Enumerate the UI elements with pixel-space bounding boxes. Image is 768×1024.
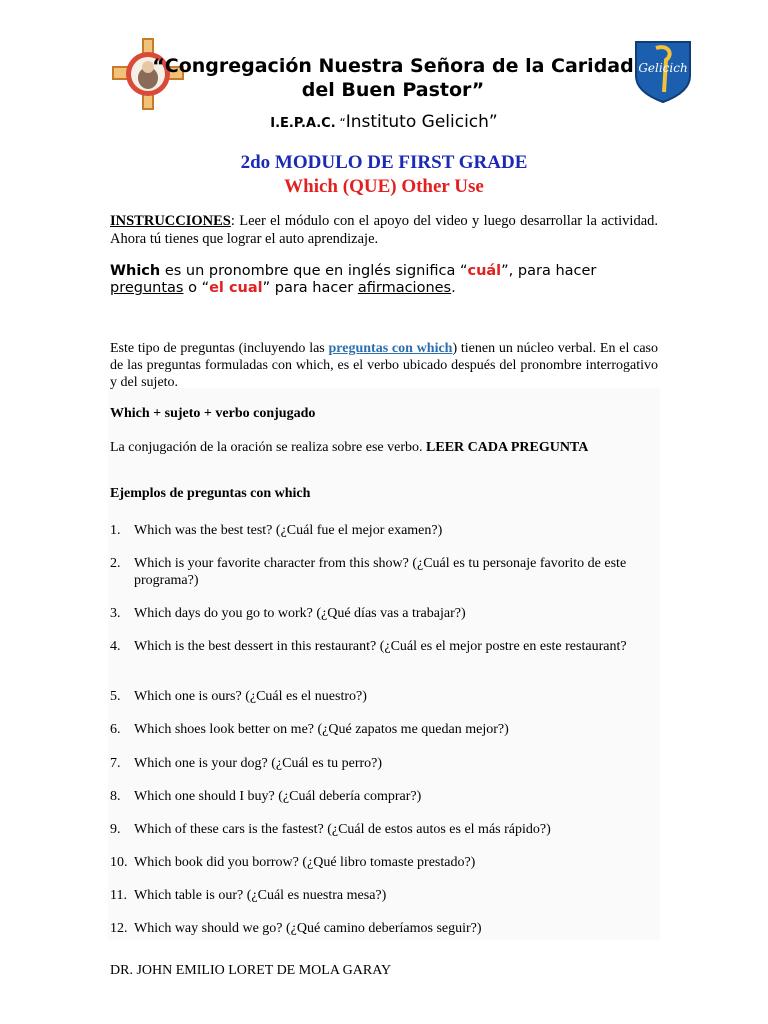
item-number: 9. [110, 822, 121, 837]
instructions-paragraph [110, 212, 658, 248]
item-number: 6. [110, 722, 121, 737]
item-number: 10. [110, 855, 128, 870]
item-text: Which one is your dog? (¿Cuál es tu perro?) [134, 756, 383, 771]
congregation-title [128, 54, 658, 102]
preguntas-con-which-link[interactable]: preguntas con which [328, 341, 453, 356]
def-text-2: ”, para hacer [501, 263, 597, 279]
conj-bold: LEER CADA PREGUNTA [426, 440, 589, 455]
title-line-2: del Buen Pastor” [301, 79, 485, 101]
module-subtitle: Which (QUE) Other Use [284, 176, 484, 197]
cual-word: cuál [467, 263, 502, 279]
def-text-3: o “ [183, 280, 210, 296]
item-number: 1. [110, 523, 121, 538]
item-text: Which was the best test? (¿Cuál fue el mejor examen?) [134, 523, 443, 538]
item-text: Which of these cars is the fastest? (¿Cuál de estos autos es el más rápido?) [134, 822, 551, 837]
item-number: 12. [110, 921, 128, 936]
svg-text:Gelicich: Gelicich [638, 61, 688, 75]
item-number: 8. [110, 789, 121, 804]
item-text: Which table is our? (¿Cuál es nuestra mesa?) [134, 888, 387, 903]
item-text: Which way should we go? (¿Qué camino deberíamos seguir?) [134, 921, 482, 936]
el-cual-word: el cual [209, 280, 263, 296]
para-start: Este tipo de preguntas (incluyendo las [110, 341, 329, 356]
item-number: 7. [110, 756, 121, 771]
module-title: 2do MODULO DE FIRST GRADE [240, 152, 528, 173]
item-text: Which one should I buy? (¿Cuál debería comprar?) [134, 789, 422, 804]
which-definition [110, 263, 658, 297]
item-number: 5. [110, 689, 121, 704]
which-formula: Which + sujeto + verbo conjugado [110, 406, 316, 421]
footer-author: DR. JOHN EMILIO LORET DE MOLA GARAY [110, 963, 392, 978]
item-text: Which one is ours? (¿Cuál es el nuestro?) [134, 689, 367, 704]
instructions-text: : Leer el módulo con el apoyo del video y luego desarrollar la actividad. Ahora tú tienes que lograr el auto aprendizaje. [110, 213, 658, 247]
institute-line [110, 112, 658, 132]
institute-abbr: I.E.P.A.C. [270, 116, 336, 131]
conjugation-note [110, 440, 588, 456]
item-text: Which is the best dessert in this restaurant? (¿Cuál es el mejor postre en este restaurant? [134, 639, 627, 654]
item-text: Which book did you borrow? (¿Qué libro tomaste prestado?) [134, 855, 476, 870]
institute-quote: “ [335, 116, 346, 130]
item-text: Which shoes look better on me? (¿Qué zapatos me quedan mejor?) [134, 722, 509, 737]
instructions-label: INSTRUCCIONES [110, 213, 231, 229]
preguntas-word: preguntas [110, 280, 184, 296]
def-text-4: ” para hacer [262, 280, 358, 296]
item-number: 4. [110, 639, 121, 654]
def-text-1: es un pronombre que en inglés significa “ [160, 263, 468, 279]
para-end: ) tienen un núcleo verbal. En el caso de las preguntas formuladas con which, es el verbo ubicado después del pronombre interrogativo y del sujeto. [110, 341, 658, 390]
item-number: 2. [110, 556, 121, 571]
verbal-nucleus-paragraph [110, 340, 658, 391]
title-line-1: “Congregación Nuestra Señora de la Caridad [152, 55, 634, 77]
which-word: Which [110, 263, 161, 279]
item-text: Which days do you go to work? (¿Qué días vas a trabajar?) [134, 606, 466, 621]
institute-name: Instituto Gelicich” [345, 112, 498, 132]
def-text-5: . [451, 280, 456, 296]
item-number: 3. [110, 606, 121, 621]
item-number: 11. [110, 888, 127, 903]
item-text: Which is your favorite character from this show? (¿Cuál es tu personaje favorito de este programa?) [134, 556, 627, 588]
conj-text: La conjugación de la oración se realiza sobre ese verbo. [110, 440, 427, 455]
examples-heading: Ejemplos de preguntas con which [110, 486, 311, 501]
afirmaciones-word: afirmaciones [357, 280, 452, 296]
